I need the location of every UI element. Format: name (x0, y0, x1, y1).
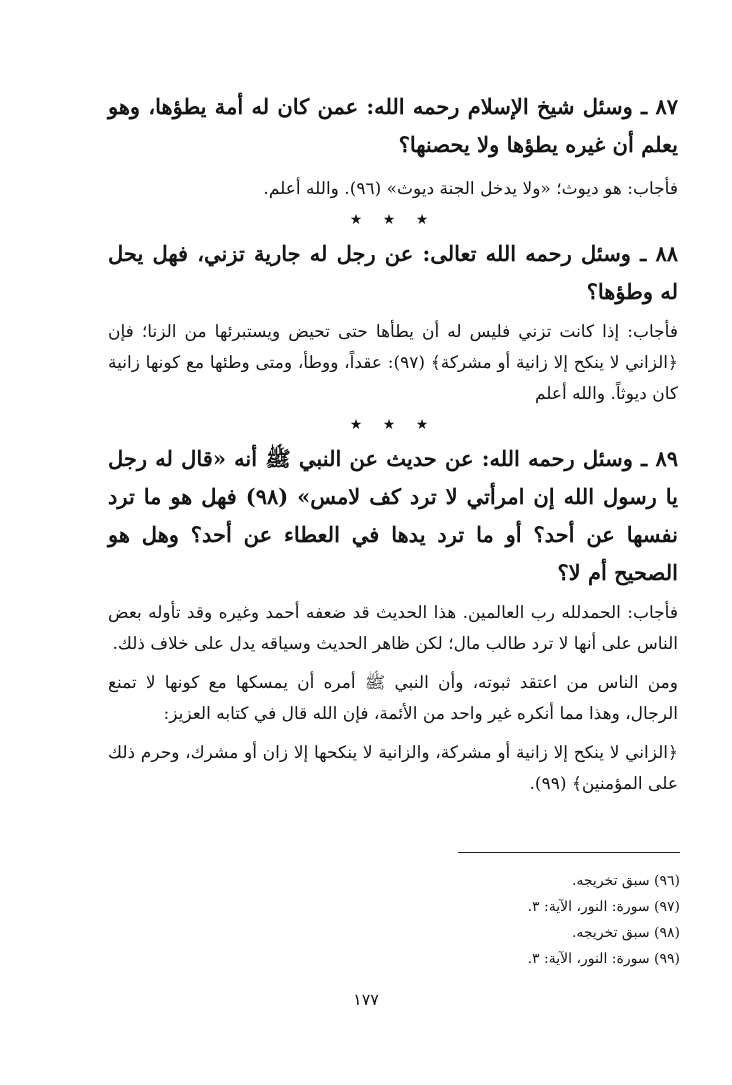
footnote-divider (458, 852, 680, 853)
footnote-98: (٩٨) سبق تخريجه. (571, 925, 680, 941)
question-89: ٨٩ ـ وسئل رحمه الله: عن حديث عن النبي ﷺ أنه «قال له رجل يا رسول الله إن امرأتي لا ترد كف لامس» (٩٨) فهل هو ما ترد نفسها عن أحد؟ أو ما ترد يدها في العطاء عن أحد؟ وهل هو الصحيح أم لا؟ (108, 446, 679, 585)
answer-89-paragraph-3: ﴿الزاني لا ينكح إلا زانية أو مشركة، والزانية لا ينكحها إلا زان أو مشرك، وحرم ذلك على المؤمنين﴾ (٩٩). (108, 743, 678, 794)
answer-89-paragraph-1: فأجاب: الحمدلله رب العالمين. هذا الحديث قد ضعفه أحمد وغيره وقد تأوله بعض الناس على أنها لا ترد طالب مال؛ لكن ظاهر الحديث وسياقه يدل على خلاف ذلك. (108, 603, 678, 654)
question-88: ٨٨ ـ وسئل رحمه الله تعالى: عن رجل له جارية تزني، فهل يحل له وطؤها؟ (108, 241, 678, 304)
main-text (108, 80, 678, 800)
page-number: ١٧٧ (353, 990, 379, 1009)
question-87: ٨٧ ـ وسئل شيخ الإسلام رحمه الله: عمن كان له أمة يطؤها، وهو يعلم أن غيره يطؤها ولا يحصنها؟ (108, 94, 678, 157)
footnotes (300, 868, 680, 972)
answer-87: فأجاب: هو ديوث؛ «ولا يدخل الجنة ديوث» (٩٦). والله أعلم. (263, 179, 678, 199)
answer-88: فأجاب: إذا كانت تزني فليس له أن يطأها حتى تحيض ويستبرئها من الزنا؛ فإن ﴿الزاني لا ينكح إلا زانية أو مشركة﴾ (٩٧): عقداً، ووطأ، ومتى وطئها مع كونها زانية كان ديوثاً. والله أعلم (108, 322, 678, 404)
footnote-99: (٩٩) سورة: النور، الآية: ٣. (527, 951, 680, 967)
footnote-96: (٩٦) سبق تخريجه. (571, 873, 680, 889)
section-separator: ★ ★ ★ (349, 417, 437, 433)
footnote-97: (٩٧) سورة: النور، الآية: ٣. (527, 899, 680, 915)
answer-89-paragraph-2: ومن الناس من اعتقد ثبوته، وأن النبي ﷺ أمره أن يمسكها مع كونها لا تمنع الرجال، وهذا مما أنكره غير واحد من الأئمة، فإن الله قال في كتابه العزيز: (108, 673, 678, 724)
section-separator: ★ ★ ★ (349, 212, 437, 228)
